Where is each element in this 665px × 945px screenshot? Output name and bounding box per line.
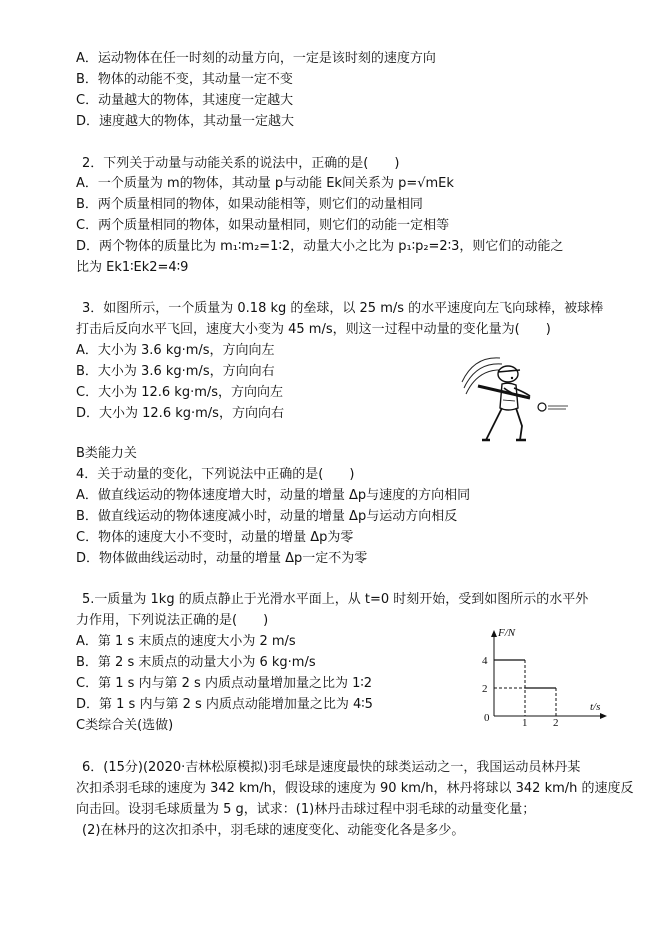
x-tick-label: 2 — [553, 717, 559, 729]
q6-line2: 次扣杀羽毛球的速度为 342 km/h，假设球的速度为 90 km/h，林丹将球以 342 km/h 的速度反 — [76, 781, 634, 796]
q5-option-d: D．第 1 s 内与第 2 s 内质点动能增加量之比为 4∶5 — [76, 697, 373, 712]
q3-stem-line2: 打击后反向水平飞回，速度大小变为 45 m/s，则这一过程中动量的变化量为( ) — [76, 322, 551, 337]
q5-stem-line1: 5.一质量为 1kg 的质点静止于光滑水平面上，从 t=0 时刻开始，受到如图所示的水平外 — [82, 592, 589, 607]
q3-option-c: C．大小为 12.6 kg·m/s，方向向左 — [76, 385, 284, 400]
section-c-heading: C类综合关(选做) — [76, 718, 174, 733]
q5-option-a: A．第 1 s 末质点的速度大小为 2 m/s — [76, 634, 296, 649]
force-time-chart — [474, 624, 614, 729]
baseball-batter-illustration — [456, 352, 574, 448]
origin-label: 0 — [484, 712, 490, 724]
q2-option-a: A．一个质量为 m的物体，其动量 p与动能 Ek间关系为 p=√mEk — [76, 176, 454, 191]
q2-option-c: C．两个质量相同的物体，如果动量相同，则它们的动能一定相等 — [76, 218, 450, 233]
q2-option-b: B．两个质量相同的物体，如果动能相等，则它们的动量相同 — [76, 197, 423, 212]
q2-option-d-cont: 比为 Ek1∶Ek2=4∶9 — [76, 260, 189, 275]
q6-line4: (2)在林丹的这次扣杀中，羽毛球的速度变化、动能变化各是多少。 — [82, 823, 465, 838]
q1-option-a: A．运动物体在任一时刻的动量方向，一定是该时刻的速度方向 — [76, 51, 436, 66]
q3-stem-line1: 3．如图所示，一个质量为 0.18 kg 的垒球，以 25 m/s 的水平速度向左飞向球棒，被球棒 — [82, 301, 604, 316]
q1-option-c: C．动量越大的物体，其速度一定越大 — [76, 93, 294, 108]
q4-option-b: B．做直线运动的物体速度减小时，动量的增量 Δp与运动方向相反 — [76, 509, 458, 524]
q4-option-c: C．物体的速度大小不变时，动量的增量 Δp为零 — [76, 530, 354, 545]
q6-line1: 6．(15分)(2020·吉林松原模拟)羽毛球是速度最快的球类运动之一，我国运动员林丹某 — [82, 760, 581, 775]
q4-stem: 4．关于动量的变化，下列说法中正确的是( ) — [76, 467, 355, 482]
section-b-heading: B类能力关 — [76, 446, 137, 461]
q6-line3: 向击回。设羽毛球质量为 5 g，试求：(1)林丹击球过程中羽毛球的动量变化量； — [76, 802, 536, 817]
x-axis-arrow — [600, 713, 607, 719]
q2-option-d: D．两个物体的质量比为 m₁∶m₂=1∶2，动量大小之比为 p₁∶p₂=2∶3，则它们的动能之 — [76, 239, 564, 254]
y-axis-label: F/N — [498, 627, 516, 639]
q2-stem: 2．下列关于动量与动能关系的说法中，正确的是( ) — [82, 156, 400, 171]
q5-option-c: C．第 1 s 内与第 2 s 内质点动量增加量之比为 1∶2 — [76, 676, 373, 691]
q3-option-b: B．大小为 3.6 kg·m/s，方向向右 — [76, 364, 275, 379]
x-tick-label: 1 — [522, 717, 528, 729]
x-axis-label: t/s — [590, 701, 601, 713]
q4-option-a: A．做直线运动的物体速度增大时，动量的增量 Δp与速度的方向相同 — [76, 488, 471, 503]
q1-option-b: B．物体的动能不变，其动量一定不变 — [76, 72, 293, 87]
q5-option-b: B．第 2 s 末质点的动量大小为 6 kg·m/s — [76, 655, 316, 670]
q5-stem-line2: 力作用，下列说法正确的是( ) — [76, 613, 269, 628]
y-tick-label: 4 — [482, 655, 488, 667]
q3-option-a: A．大小为 3.6 kg·m/s，方向向左 — [76, 343, 275, 358]
q3-option-d: D．大小为 12.6 kg·m/s，方向向右 — [76, 406, 284, 421]
q4-option-d: D．物体做曲线运动时，动量的增量 Δp一定不为零 — [76, 551, 368, 566]
y-axis-arrow — [491, 630, 497, 637]
q1-option-d: D．速度越大的物体，其动量一定越大 — [76, 114, 295, 129]
y-tick-label: 2 — [482, 683, 488, 695]
